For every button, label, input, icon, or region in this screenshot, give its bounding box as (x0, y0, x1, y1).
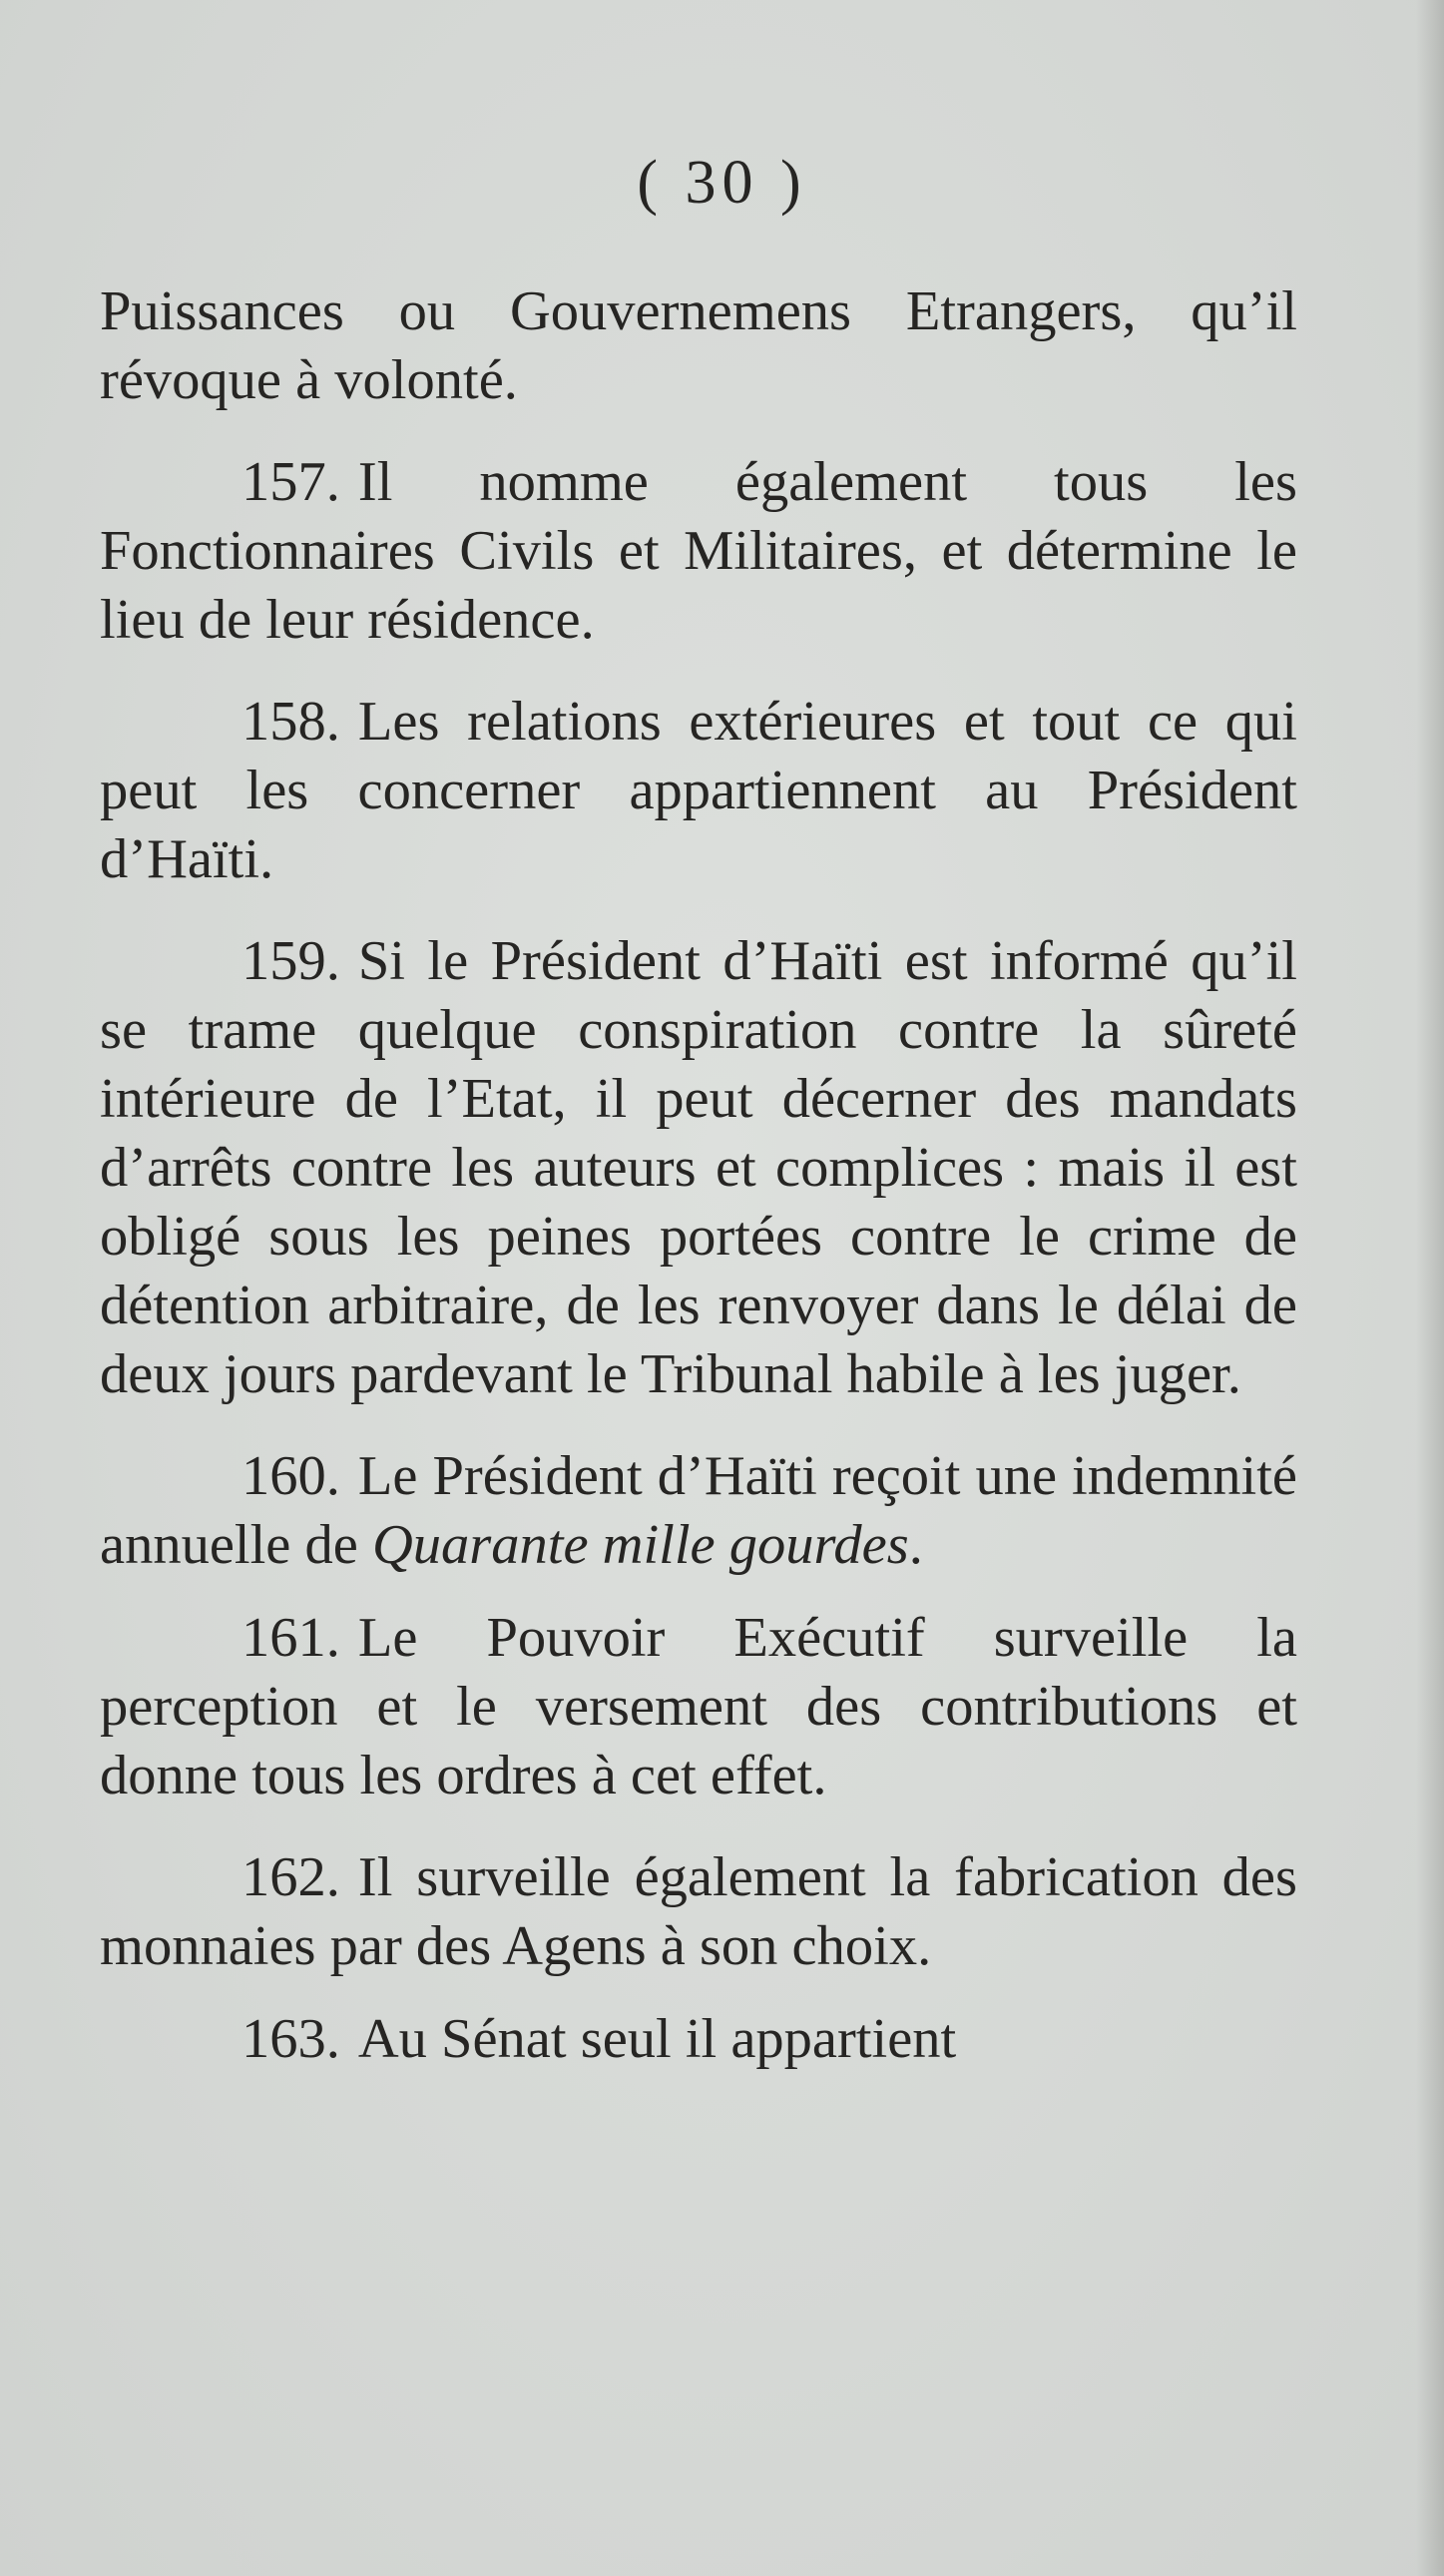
page-edge-shadow (1416, 0, 1444, 2576)
article-text-after: . (908, 1514, 923, 1576)
article-number: 157. (241, 451, 340, 513)
article-text: Si le Président d’Haïti est informé qu’il se trame quelque conspiration contre la sûreté intérieure de l’Etat, il peut décerner des mandats d’arrêts contre les auteurs et complices : mais il est obligé sous les peines portées contre le crime de détention arbitraire, de les renvoyer dans le délai de deux jours pardevant le Tribunal habile à les juger. (100, 930, 1297, 1405)
article-number: 161. (241, 1607, 340, 1669)
article-text: Les relations extérieures et tout ce qui peut les concerner appartiennent au Président d’Haïti. (100, 691, 1297, 890)
article-160 (100, 1442, 1297, 1580)
article-162 (100, 1843, 1297, 1981)
article-number: 160. (241, 1445, 340, 1507)
article-158 (100, 688, 1297, 894)
article-number: 163. (241, 2008, 340, 2070)
article-text: Il nomme également tous les Fonctionnaires Civils et Militaires, et détermine le lieu de leur résidence. (100, 451, 1297, 651)
article-text: Il surveille également la fabrication des monnaies par des Agens à son choix. (100, 1846, 1297, 1977)
article-157 (100, 448, 1297, 655)
article-number: 158. (241, 691, 340, 753)
article-161 (100, 1604, 1297, 1810)
paragraph-continuation (100, 277, 1297, 415)
page-number-header: ( 30 ) (637, 149, 807, 217)
paragraph-text: Puissances ou Gouvernemens Etrangers, qu’il révoque à volonté. (100, 280, 1297, 411)
page-body (100, 277, 1297, 2074)
article-text: Le Pouvoir Exécutif surveille la perception et le versement des contributions et donne tous les ordres à cet effet. (100, 1607, 1297, 1806)
article-text: Au Sénat seul il appartient (357, 2008, 957, 2070)
article-159 (100, 927, 1297, 1409)
article-text-before: Le Président d’Haïti reçoit une indemnité annuelle de (100, 1445, 1297, 1576)
article-number: 159. (241, 930, 340, 992)
article-163 (100, 2005, 1297, 2074)
article-number: 162. (241, 1846, 340, 1908)
article-text-italic: Quarante mille gourdes (371, 1514, 909, 1576)
